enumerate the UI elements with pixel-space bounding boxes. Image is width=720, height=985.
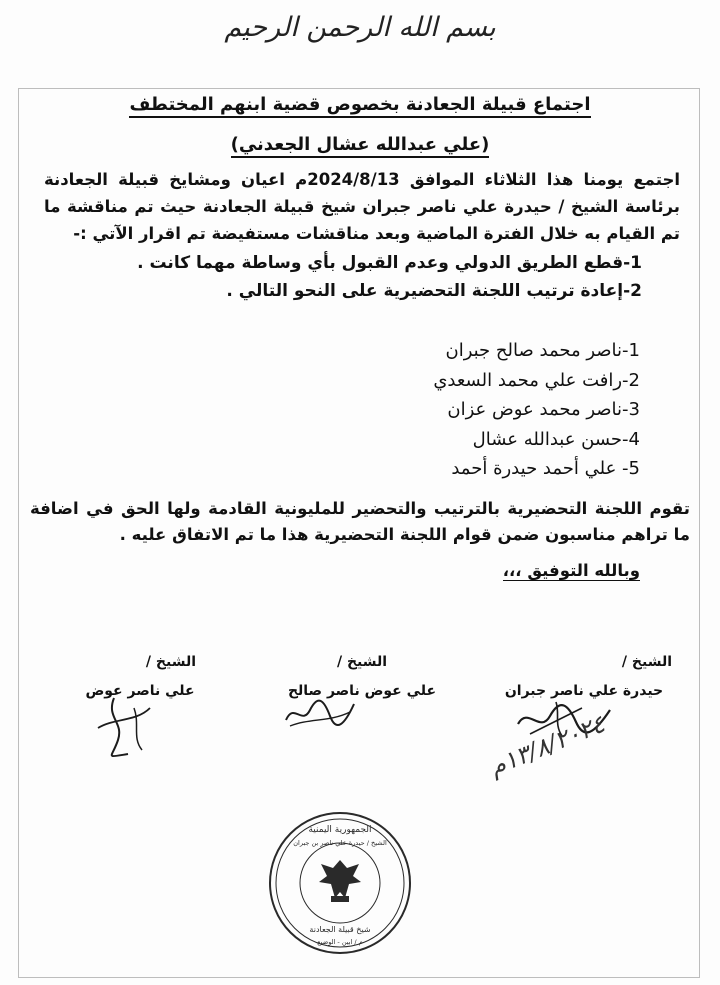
seal-line-3: شيخ قبيلة الجعادنة xyxy=(309,925,371,934)
member-item: 2-رافت علي محمد السعدي xyxy=(433,369,640,391)
signature-scribble-2 xyxy=(280,692,360,732)
document-title-text: اجتماع قبيلة الجعادنة بخصوص قضية ابنهم المختطف xyxy=(129,94,590,118)
closing-salutation xyxy=(300,558,640,584)
intro-paragraph: اجتمع يومنا هذا الثلاثاء الموافق 2024/8/13م اعيان ومشايخ قبيلة الجعادنة برئاسة الشيخ / حيدرة علي ناصر جبران شيخ قبيلة الجعادنة حيث تم مناقشة ما تم القيام به خلال الفترة الماضية وبعد مناقشات مستفيضة تم اقرار الآتي :- xyxy=(44,170,681,243)
basmala-heading: بسم الله الرحمن الرحيم xyxy=(224,12,496,43)
signature-scribble-3 xyxy=(84,688,164,768)
eagle-emblem-icon xyxy=(319,860,361,902)
signatory-name: علي ناصر عوض xyxy=(85,683,195,699)
handwritten-date: ١٣/٨/٢٠٢٤م xyxy=(485,709,609,782)
member-item: 4-حسن عبدالله عشال xyxy=(472,428,640,450)
member-item: 3-ناصر محمد عوض عزان xyxy=(447,399,640,420)
document-title xyxy=(60,92,660,118)
signatory-name: حيدرة علي ناصر جبران xyxy=(504,683,664,699)
closing-paragraph: تقوم اللجنة التحضيرية بالترتيب والتحضير للمليونية القادمة ولها الحق في اضافة ما تراهم مناسبون ضمن قوام اللجنة التحضيرية هذا ما تم الاتفاق عليه . xyxy=(30,499,690,544)
seal-line-1: الجمهورية اليمنية xyxy=(308,825,372,835)
closing-salutation-text: وبالله التوفيق ،،، xyxy=(502,561,640,580)
signatory-role: الشيخ / xyxy=(621,654,672,670)
official-seal xyxy=(265,808,415,958)
member-item: 5- علي أحمد حيدرة أحمد xyxy=(451,458,640,479)
decisions-list xyxy=(120,249,642,305)
member-item: 1-ناصر محمد صالح جبران xyxy=(445,340,640,361)
signatory-name: علي عوض ناصر صالح xyxy=(287,683,437,699)
decision-item: 1-قطع الطريق الدولي وعدم القبول بأي وساطة مهما كانت . xyxy=(137,253,642,273)
seal-line-4: م / ابين - الوضيع xyxy=(317,938,363,946)
document-subtitle-text: (علي عبدالله عشال الجعدني) xyxy=(231,134,490,158)
document-subtitle xyxy=(160,132,560,158)
seal-line-2: الشيخ / حيدرة علي ناصر بن جبران xyxy=(293,839,387,847)
decision-item: 2-إعادة ترتيب اللجنة التحضيرية على النحو التالي . xyxy=(226,281,642,301)
signatory-role: الشيخ / xyxy=(145,654,196,670)
committee-members-list xyxy=(300,336,640,484)
signatory-role: الشيخ / xyxy=(336,654,388,670)
